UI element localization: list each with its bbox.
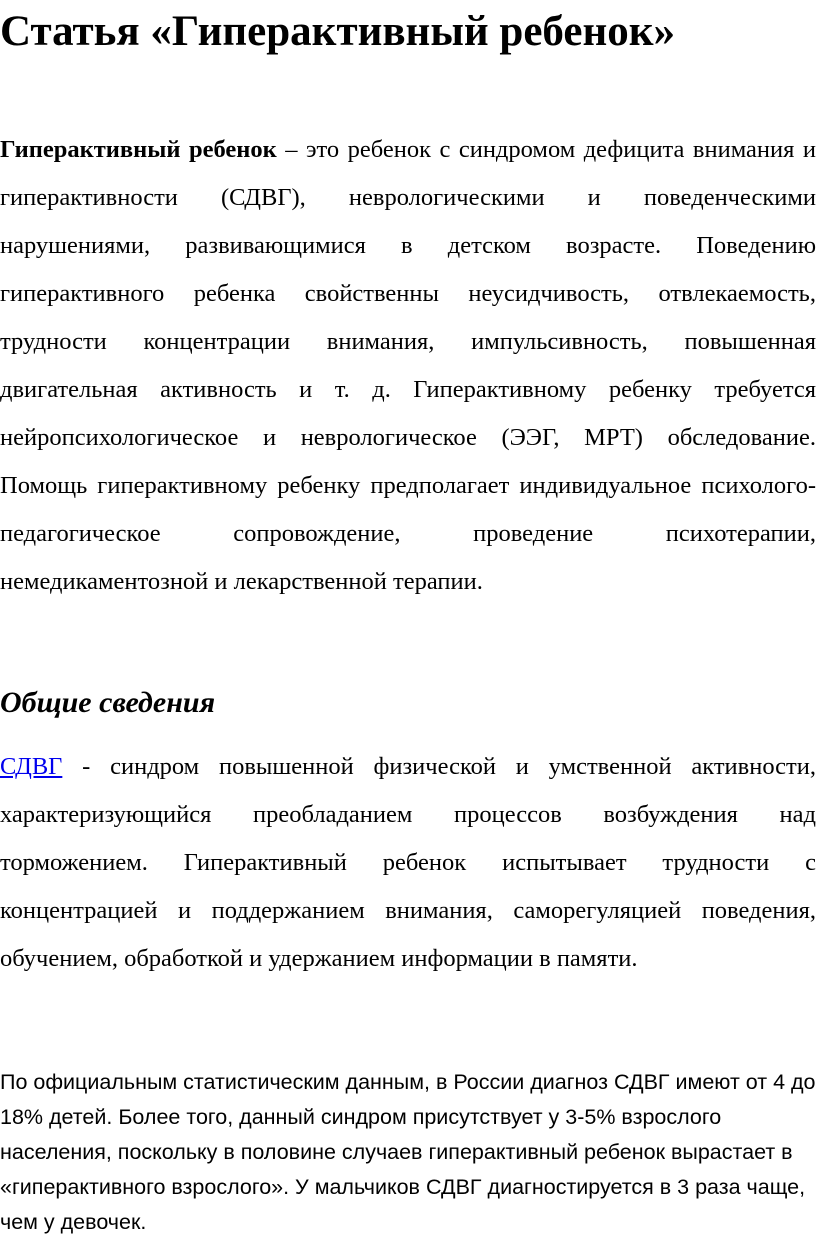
article-title: Статья «Гиперактивный ребенок»: [0, 8, 676, 55]
section-paragraph: [0, 743, 816, 983]
section-heading: Общие сведения: [0, 686, 216, 719]
adhd-link[interactable]: СДВГ: [0, 753, 63, 780]
intro-term: Гиперактивный ребенок: [0, 136, 277, 163]
intro-text: – это ребенок с синдромом дефицита внимания и гиперактивности (СДВГ), неврологическими и поведенческими нарушениями, развивающимися в детском возрасте. Поведению гиперактивного ребенка свойственны неусидчивость, отвлекаемость, трудности концентрации внимания, импульсивность, повышенная двигательная активность и т. д. Гиперактивному ребенку требуется нейропсихологическое и неврологическое (ЭЭГ, МРТ) обследование. Помощь гиперактивному ребенку предполагает индивидуальное психолого-педагогическое сопровождение, проведение психотерапии, немедикаментозной и лекарственной терапии.: [0, 136, 816, 595]
intro-paragraph: [0, 126, 816, 606]
section-paragraph-text: - синдром повышенной физической и умственной активности, характеризующийся преобладанием процессов возбуждения над торможением. Гиперактивный ребенок испытывает трудности с концентрацией и поддержанием внимания, саморегуляцией поведения, обучением, обработкой и удержанием информации в памяти.: [0, 753, 816, 972]
statistics-paragraph: По официальным статистическим данным, в России диагноз СДВГ имеют от 4 до 18% детей. Более того, данный синдром присутствует у 3-5% взрослого населения, поскольку в половине случаев гиперактивный ребенок вырастает в «гиперактивного взрослого». У мальчиков СДВГ диагностируется в 3 раза чаще, чем у девочек.: [0, 1070, 816, 1234]
